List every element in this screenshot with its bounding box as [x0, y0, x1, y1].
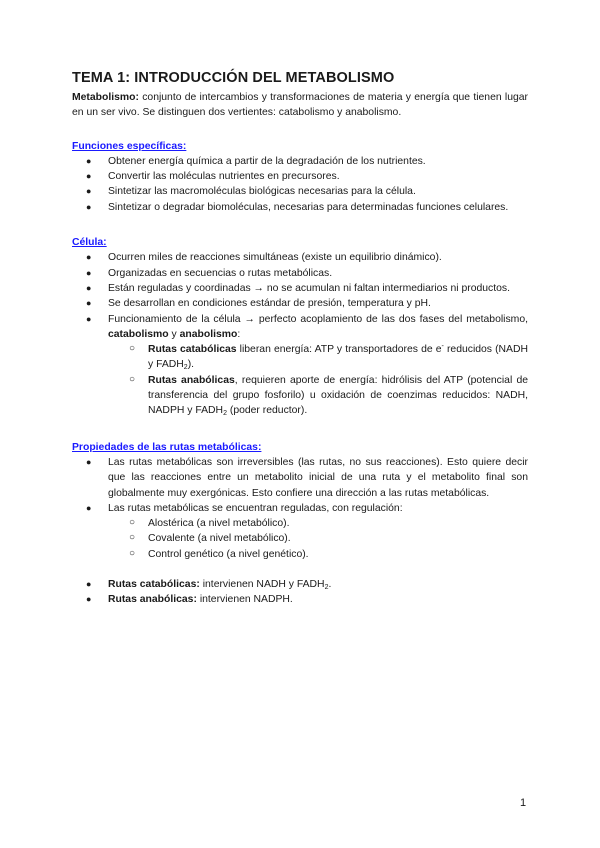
list-item: ● Organizadas en secuencias o rutas metabólicas. [72, 266, 528, 281]
list-item: ● Funcionamiento de la célula → perfecto acoplamiento de las dos fases del metabolismo, catabolismo y anabolismo: ○ Rutas catabólicas liberan energía: ATP y transportadores de e- reducidos (NADH y $FADH_2$). ○ Rutas anabólicas, requieren aporte de energía: hidrólisis del ATP (potencial de transferencia del grupo fosforilo) u oxidación de coenzimas reducidos: NADH, NADPH y $FADH_2$ (poder reductor). [86, 313, 528, 418]
sub-list-item: ○ Covalente (a nivel metabólico). [129, 532, 291, 545]
intro-text: conjunto de intercambios y transformaciones de materia y energía que tienen lugar en un ser vivo. Se distinguen dos vertientes: catabolismo y anabolismo. [72, 92, 528, 119]
list-item: ● Sintetizar las macromoléculas biológicas necesarias para la célula. [72, 184, 528, 199]
list-item: ● Las rutas metabólicas se encuentran reguladas, con regulación: ○ Alostérica (a nivel metabólico). ○ Covalente (a nivel metabólico). ○ Control genético (a nivel genético). [72, 501, 528, 562]
circle-bullet-icon: ○ [129, 517, 136, 529]
propiedades-list [72, 455, 528, 562]
list-item: ● Ocurren miles de reacciones simultáneas (existe un equilibrio dinámico). [72, 250, 528, 265]
bullet-icon: ● [86, 456, 92, 467]
propiedades-heading: Propiedades de las rutas metabólicas: [72, 441, 262, 453]
bullet-icon: ● [86, 186, 92, 197]
circle-bullet-icon: ○ [129, 547, 136, 559]
bullet-icon: ● [86, 201, 92, 212]
sub-list-item: ○ Rutas anabólicas, requieren aporte de energía: hidrólisis del ATP (potencial de transferencia del grupo fosforilo) u oxidación de coenzimas reducidos: NADH, NADPH y $FADH_2$ (poder reductor). [129, 373, 528, 418]
celula-heading: Célula: [72, 237, 107, 249]
sub-list-item: ○ Control genético (a nivel genético). [129, 547, 309, 560]
list-item: ● Rutas catabólicas: intervienen NADH y $FADH_2$. [86, 579, 332, 592]
funciones-heading: Funciones específicas: [72, 140, 187, 152]
circle-bullet-icon: ○ [129, 343, 136, 355]
bullet-icon: ● [86, 252, 92, 263]
bullet-icon: ● [86, 155, 92, 166]
sub-list-item: ○ Alostérica (a nivel metabólico). [129, 517, 290, 530]
bullet-icon: ● [86, 282, 92, 293]
bullet-icon: ● [86, 594, 92, 605]
circle-bullet-icon: ○ [129, 373, 136, 385]
list-item: ● Rutas anabólicas: intervienen NADPH. [72, 592, 528, 607]
funciones-list [72, 154, 528, 215]
list-item: ● Sintetizar o degradar biomoléculas, necesarias para determinadas funciones celulares. [72, 200, 528, 215]
summary-list [72, 577, 528, 608]
intro-paragraph [72, 90, 528, 121]
celula-sublist [108, 342, 528, 418]
bullet-icon: ● [86, 171, 92, 182]
bullet-icon: ● [86, 298, 92, 309]
list-item: ● Se desarrollan en condiciones estándar de presión, temperatura y pH. [72, 296, 528, 311]
bullet-icon: ● [86, 313, 92, 324]
list-item: ● Están reguladas y coordinadas → no se acumulan ni faltan intermediarios ni productos. [72, 281, 528, 296]
sub-list-item: ○ Rutas catabólicas liberan energía: ATP y transportadores de e- reducidos (NADH y $FADH_2$). [129, 343, 528, 372]
circle-bullet-icon: ○ [129, 532, 136, 544]
bullet-icon: ● [86, 267, 92, 278]
list-item: ● Obtener energía química a partir de la degradación de los nutrientes. [72, 154, 528, 169]
celula-list [72, 250, 528, 418]
spacer [72, 562, 528, 577]
list-item: ● Las rutas metabólicas son irreversibles (las rutas, no sus reacciones). Esto quiere decir que las reacciones entre un metabolito inicial de una ruta y el metabolito final son globalmente muy exergónicas. Esto confiere una dirección a las rutas metabólicas. [86, 456, 528, 499]
page-number: 1 [520, 797, 527, 809]
bullet-icon: ● [86, 502, 92, 513]
intro-term: Metabolismo: [72, 92, 139, 103]
bullet-icon: ● [86, 579, 92, 590]
document-page [72, 70, 528, 608]
list-item: ● Convertir las moléculas nutrientes en precursores. [72, 169, 528, 184]
regulacion-sublist [108, 516, 528, 562]
document-title: TEMA 1: INTRODUCCIÓN DEL METABOLISMO [72, 70, 395, 86]
